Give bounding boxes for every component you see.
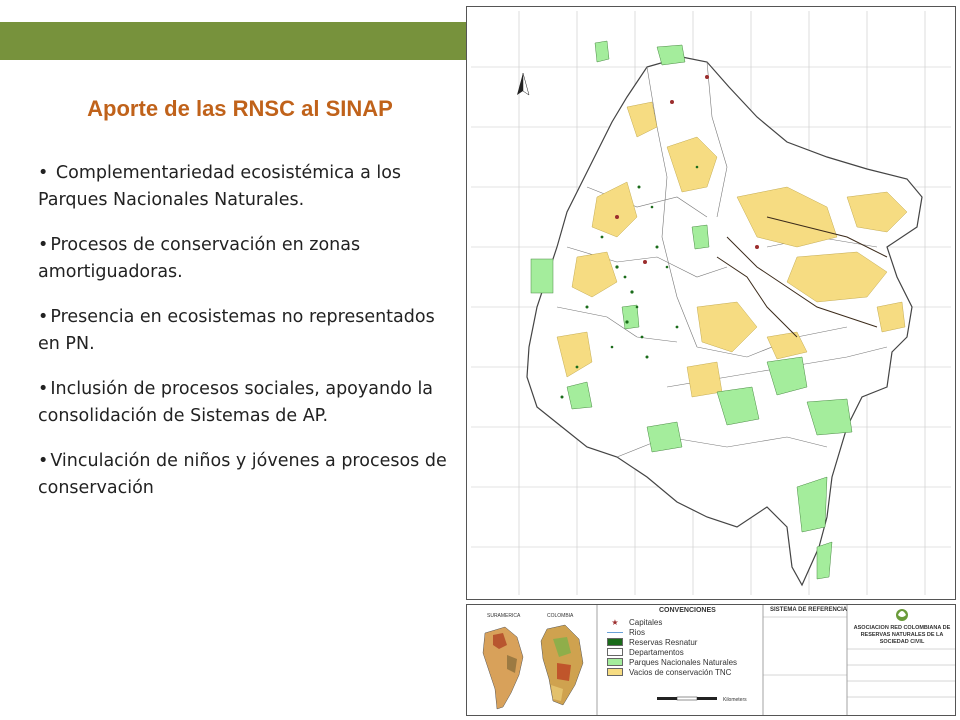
- light-green-swatch: [607, 658, 623, 666]
- legend-item-rios: Rios: [607, 627, 737, 637]
- organization-name: ASOCIACION RED COLOMBIANA DE RESERVAS NATURALES DE LA SOCIEDAD CIVIL: [853, 625, 951, 645]
- bullet-item: • Procesos de conservación en zonas amortiguadoras.: [38, 235, 361, 282]
- slide-title: Aporte de las RNSC al SINAP: [87, 96, 393, 121]
- map-legend-panel: [466, 604, 956, 716]
- header-banner: [0, 22, 470, 60]
- bullet-item: • Complementariedad ecosistémica a los Parques Nacionales Naturales.: [38, 163, 402, 210]
- colombia-map: [466, 6, 956, 600]
- legend-title: CONVENCIONES: [659, 607, 716, 614]
- inset-label-colombia: COLOMBIA: [547, 613, 574, 619]
- star-icon: ★: [611, 617, 619, 627]
- legend-item-capitales: ★ Capitales: [607, 617, 737, 627]
- scale-label: Kilometers: [723, 697, 747, 703]
- inset-label-suramerica: SURAMERICA: [487, 613, 521, 619]
- inset-south-america: [483, 627, 523, 709]
- river-line-icon: [607, 632, 623, 633]
- dark-green-swatch: [607, 638, 623, 646]
- bullet-list: [38, 160, 448, 520]
- legend-item-reservas: Reservas Resnatur: [607, 637, 737, 647]
- organization-logo-icon: [896, 609, 908, 621]
- reference-system-title: SISTEMA DE REFERENCIA: [770, 607, 848, 613]
- legend-item-vacios: Vacios de conservación TNC: [607, 667, 737, 677]
- bullet-item: • Presencia en ecosistemas no representados en PN.: [38, 307, 435, 354]
- inset-colombia: [541, 625, 583, 705]
- white-swatch: [607, 648, 623, 656]
- legend-items: [607, 617, 737, 677]
- map-drawing: [467, 7, 955, 599]
- legend-item-parques: Parques Nacionales Naturales: [607, 657, 737, 667]
- yellow-swatch: [607, 668, 623, 676]
- bullet-item: • Vinculación de niños y jóvenes a procesos de conservación: [38, 451, 447, 498]
- scale-bar: [657, 697, 717, 700]
- bullet-item: • Inclusión de procesos sociales, apoyando la consolidación de Sistemas de AP.: [38, 379, 434, 426]
- legend-item-departamentos: Departamentos: [607, 647, 737, 657]
